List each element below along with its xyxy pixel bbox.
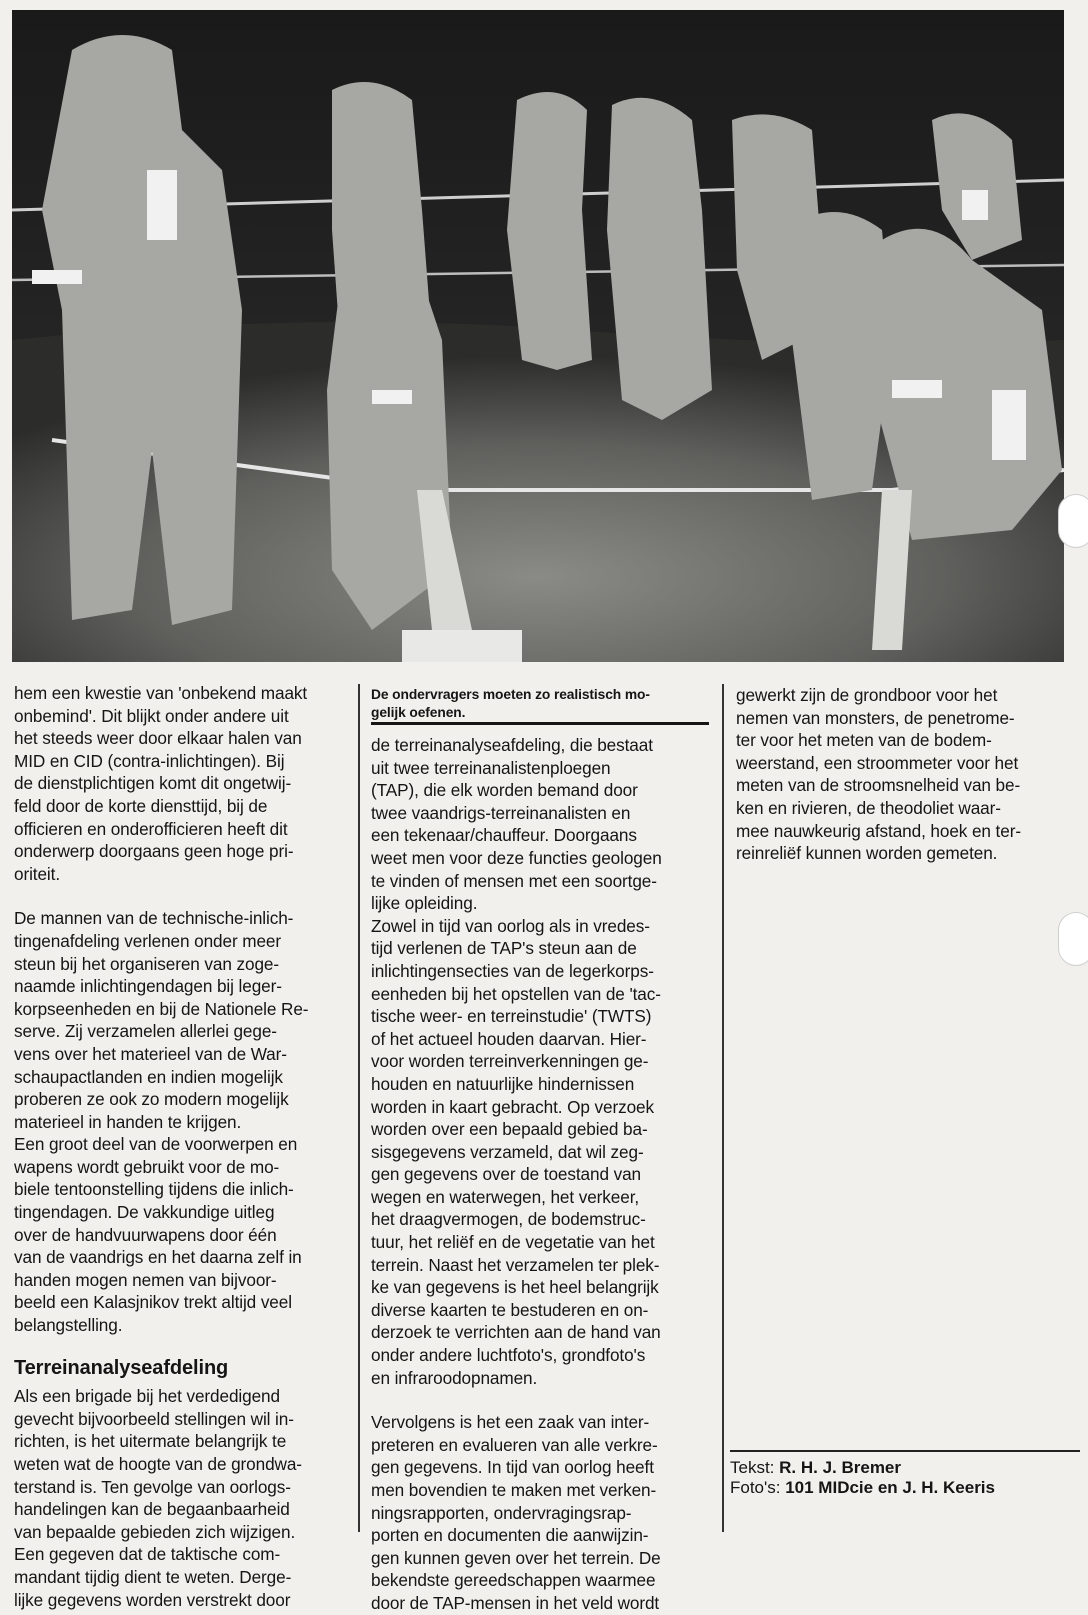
article-credits	[730, 1450, 1080, 1542]
article-column-1	[14, 682, 344, 1611]
credit-photo-author: 101 MIDcie en J. H. Keeris	[785, 1478, 995, 1497]
paragraph: Als een brigade bij het verdedigend gevecht bijvoorbeeld stellingen wil in- richten, is het uitermate belangrijk te weten wat de hoogte van de grondwa- terstand is. Ten gevolge van oorlogs- handelingen kan de begaanbaarheid van bepaalde gebieden zich wijzigen. Een gegeven dat de taktische com- mandant tijdig dient te weten. Derge- lijke gegevens worden verstrekt door	[14, 1386, 302, 1610]
column-rule-2	[722, 684, 724, 1532]
punch-hole-icon	[1058, 912, 1088, 966]
credit-text-row	[730, 1458, 1080, 1478]
punch-hole-icon	[1058, 494, 1088, 548]
paragraph: de terreinanalyseafdeling, die bestaat uit twee terreinanalistenploegen (TAP), die elk worden bemand door twee vaandrigs-terreinanalisten en een tekenaar/chauffeur. Doorgaans weet men voor deze functies geologen te vinden of mensen met een soortge- lijke opleiding. Zowel in tijd van oorlog als in vredes- tijd verlenen de TAP's steun aan de inlichtingensecties van de legerkorps- eenheden bij het opstellen van de 'tac- tische weer- en terreinstudie' (TWTS) of het actueel houden daarvan. Hier- voor worden terreinverkenningen ge- houden en natuurlijke hindernissen worden in kaart gebracht. Op verzoek worden over een bepaald gebied ba- sisgegevens verzameld, dat wil zeg- gen gegevens over de toestand van wegen en waterwegen, het verkeer, het draagvermogen, de bodemstruc- tuur, het reliëf en de vegetatie van het terrein. Naast het verzamelen ter plek- ke van gegevens is het heel belangrijk diverse kaarten te bestuderen en on- derzoek te verrichten aan de hand van onder andere luchtfoto's, grondfoto's en infraroodopnamen.	[371, 735, 662, 1388]
article-column-2	[371, 682, 709, 1615]
article-column-3	[736, 684, 1066, 865]
paragraph: De mannen van de technische-inlich- tingenafdeling verlenen onder meer steun bij het organiseren van zoge- naamde inlichtingendagen bij leger- korpseenheden en bij de Nationele Re- serve. Zij verzamelen allerlei gege- vens over het materieel van de War- schaupactlanden en indien mogelijk proberen ze ook zo modern mogelijk materieel in handen te krijgen. Een groot deel van de voorwerpen en wapens wordt gebruikt voor de mo- biele tentoonstelling tijdens die inlich- tingendagen. De vakkundige uitleg over de handvuurwapens door één van de vaandrigs en het daarna zelf in handen mogen nemen van bijvoor- beeld een Kalasjnikov trekt altijd veel belangstelling.	[14, 908, 309, 1336]
paragraph: hem een kwestie van 'onbekend maakt onbemind'. Dit blijkt onder andere uit het steeds weer door elkaar halen van MID en CID (contra-inlichtingen). Bij de dienstplichtigen komt dit ongetwij- feld door de korte diensttijd, bij de officieren en onderofficieren heeft dit onderwerp doorgaans geen hoge pri- oriteit.	[14, 683, 308, 884]
photo-hooded-prisoners	[12, 10, 1064, 662]
photo-caption: De ondervragers moeten zo realistisch mo- gelijk oefenen.	[371, 687, 650, 720]
credit-text-author: R. H. J. Bremer	[779, 1458, 902, 1477]
paragraph: gewerkt zijn de grondboor voor het nemen van monsters, de penetrome- ter voor het meten van de bodem- weerstand, een stroommeter voor het meten van de stroomsnelheid van be- ken en rivieren, de theodoliet waar- mee nauwkeurig afstand, hoek en ter- reinreliëf kunnen worden gemeten.	[736, 685, 1021, 864]
column-rule-1	[358, 684, 360, 1532]
credit-photo-row	[730, 1478, 1080, 1498]
section-heading: Terreinanalyseafdeling	[14, 1356, 229, 1379]
credit-text-label: Tekst:	[730, 1458, 780, 1477]
paragraph: Vervolgens is het een zaak van inter- preteren en evalueren van alle verkre- gen gegevens. In tijd van oorlog heeft men bovendien te maken met verken- ningsrapporten, ondervragingsrap- porten en documenten die aanwijzin- gen kunnen geven over het terrein. De bekendste gereedschappen waarmee door de TAP-mensen in het veld wordt	[371, 1412, 661, 1613]
credit-photo-label: Foto's:	[730, 1478, 786, 1497]
photo-illustration	[12, 10, 1064, 662]
caption-divider	[371, 722, 709, 725]
